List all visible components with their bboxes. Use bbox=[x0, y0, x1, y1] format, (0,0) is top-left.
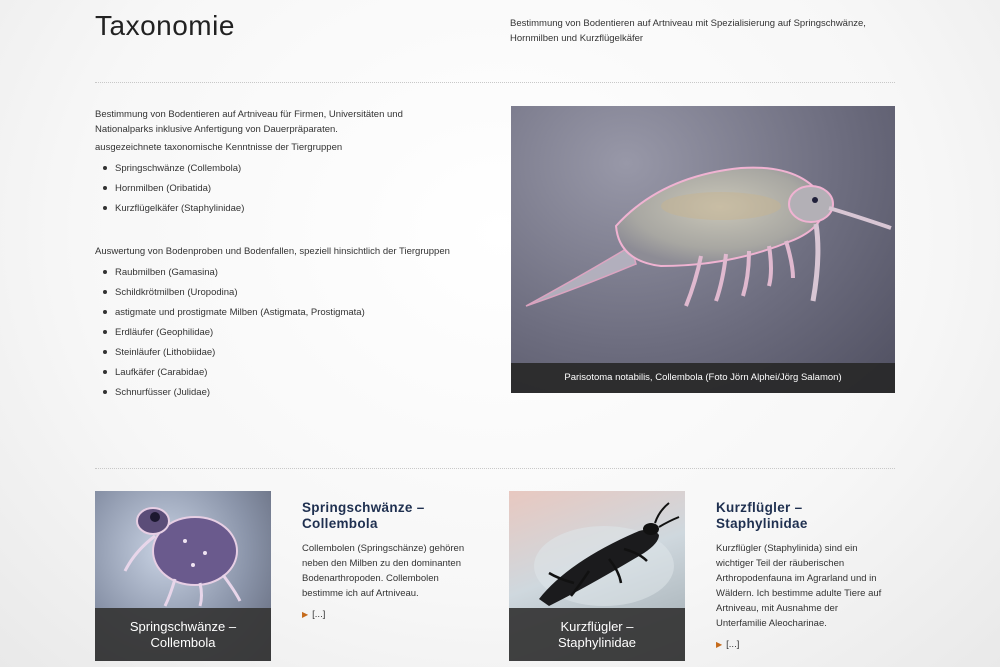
card-image-label-line: Springschwänze – bbox=[129, 618, 237, 634]
read-more-label: [...] bbox=[312, 609, 326, 620]
card-image-collembola[interactable] bbox=[95, 491, 271, 661]
intro-paragraph: Bestimmung von Bodentieren auf Artniveau für Firmen, Universitäten und Nationalparks inklusive Anfertigung von Dauerpräparaten. bbox=[95, 109, 403, 135]
collembola-illustration bbox=[511, 106, 895, 393]
list-item: Kurzflügelkäfer (Staphylinidae) bbox=[115, 201, 455, 216]
card-image-label bbox=[95, 608, 271, 661]
divider-middle bbox=[95, 468, 895, 469]
intro-section bbox=[95, 107, 455, 221]
card-content-collembola bbox=[302, 500, 472, 622]
triangle-right-icon: ▶ bbox=[716, 640, 723, 649]
card-content-staphylinidae bbox=[716, 500, 891, 652]
intro-groups-heading: ausgezeichnete taxonomische Kenntnisse der Tiergruppen bbox=[95, 142, 343, 153]
list-item: Hornmilben (Oribatida) bbox=[115, 181, 455, 196]
card-image-label-line: Staphylinidae bbox=[557, 634, 637, 650]
read-more-label: [...] bbox=[726, 639, 740, 650]
list-item: Schildkrötmilben (Uropodina) bbox=[115, 285, 495, 300]
card-image-staphylinidae[interactable] bbox=[509, 491, 685, 661]
card-title-line: Kurzflügler – bbox=[716, 500, 803, 515]
list-item: Erdläufer (Geophilidae) bbox=[115, 325, 495, 340]
list-item: Raubmilben (Gamasina) bbox=[115, 265, 495, 280]
card-title-staphylinidae[interactable] bbox=[716, 500, 891, 532]
card-title-line: Collembola bbox=[302, 516, 378, 531]
list-item: astigmate und prostigmate Milben (Astigmata, Prostigmata) bbox=[115, 305, 495, 320]
card-text: Kurzflügler (Staphylinida) sind ein wichtiger Teil der räuberischen Arthropodenfauna im Agrarland und in Wäldern. Ich bestimme adulte Tiere auf Artniveau, mit Ausnahme der Unterfamilie Aleocharinae. bbox=[716, 543, 882, 629]
card-image-label bbox=[509, 608, 685, 661]
triangle-right-icon: ▶ bbox=[302, 610, 309, 619]
list-item: Schnurfüsser (Julidae) bbox=[115, 385, 495, 400]
card-image-label-line: Collembola bbox=[150, 634, 216, 650]
evaluation-section bbox=[95, 244, 495, 405]
list-item: Laufkäfer (Carabidae) bbox=[115, 365, 495, 380]
divider-top bbox=[95, 82, 895, 83]
evaluation-heading: Auswertung von Bodenproben und Bodenfallen, speziell hinsichtlich der Tiergruppen bbox=[95, 246, 450, 257]
read-more-link[interactable] bbox=[716, 637, 891, 652]
intro-groups-list bbox=[95, 161, 455, 216]
header-tagline: Bestimmung von Bodentieren auf Artniveau mit Spezialisierung auf Springschwänze, Hornmilben und Kurzflügelkäfer bbox=[510, 18, 866, 44]
evaluation-groups-list bbox=[95, 265, 495, 400]
card-title-collembola[interactable] bbox=[302, 500, 472, 532]
card-text: Collembolen (Springschänze) gehören neben den Milben zu den dominanten Bodenarthropoden. Collembolen bestimme ich auf Artniveau. bbox=[302, 543, 465, 599]
collembola-photo bbox=[511, 106, 895, 393]
photo-caption: Parisotoma notabilis, Collembola (Foto Jörn Alphei/Jörg Salamon) bbox=[511, 363, 895, 393]
card-title-line: Springschwänze – bbox=[302, 500, 425, 515]
card-title-line: Staphylinidae bbox=[716, 516, 808, 531]
list-item: Springschwänze (Collembola) bbox=[115, 161, 455, 176]
read-more-link[interactable] bbox=[302, 607, 472, 622]
list-item: Steinläufer (Lithobiidae) bbox=[115, 345, 495, 360]
card-image-label-line: Kurzflügler – bbox=[560, 618, 634, 634]
page-title: Taxonomie bbox=[95, 10, 235, 41]
